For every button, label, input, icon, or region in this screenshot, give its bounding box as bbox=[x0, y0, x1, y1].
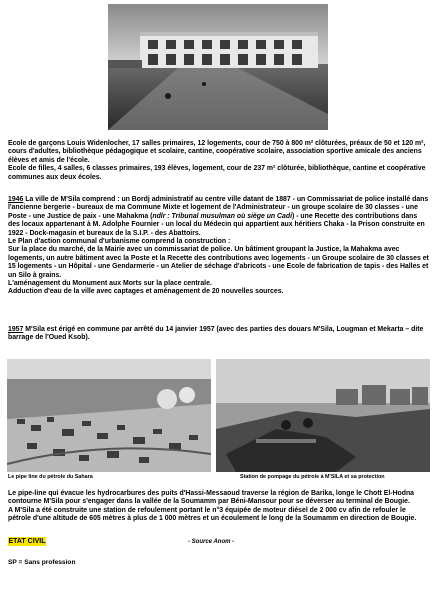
pipeline-paragraph bbox=[8, 490, 430, 524]
caption-pipeline: Le pipe line du pétrole du Sahara bbox=[8, 474, 93, 480]
year-1946: 1946 bbox=[8, 196, 24, 203]
paragraph-1946 bbox=[8, 196, 430, 297]
school-building-photo bbox=[108, 4, 328, 130]
plan-title: Le Plan d'action communal d'urbanisme comprend la construction : bbox=[8, 238, 231, 246]
paragraph-1957 bbox=[8, 326, 430, 343]
paragraph-1946-body bbox=[8, 196, 430, 238]
plan-water: Adduction d'eau de la ville avec captages et aménagement de 20 nouvelles sources. bbox=[8, 288, 284, 296]
text-1957: M'Sila est érigé en commune par arrêté du 14 janvier 1957 (avec des parties des douars M'Sila, Lougman et Mekarta – dite barrage de l'Oued Ksob). bbox=[8, 326, 424, 342]
ndlr-note: ndlr : Tribunal musulman où siège un Cadi bbox=[152, 212, 292, 220]
year-1957: 1957 bbox=[8, 326, 24, 333]
school-paragraph bbox=[8, 140, 430, 182]
paragraph-1957-body bbox=[8, 326, 430, 343]
caption-pumping-station: Station de pompage du pétrole à M'SILA et sa protection bbox=[240, 474, 385, 480]
pumping-station-text: A M'Sila a été construite une station de refoulement portant le n°3 équipée de moteur diésel de 2 000 cv afin de refouler le pétrole d'une altitude de 605 mètres à plus de 1 000 mètres et un écoulement le long de la Soumamm en direction de Bougie. bbox=[8, 506, 417, 523]
source-anom: - Source Anom - bbox=[188, 539, 235, 545]
plan-monument: L'aménagement du Monument aux Morts sur la place centrale. bbox=[8, 280, 212, 288]
sp-legend: SP = Sans profession bbox=[8, 559, 76, 566]
pumping-station-photo bbox=[216, 359, 430, 472]
pipeline-route-text: Le pipe-line qui évacue les hydrocarbures des puits d'Hassi-Messaoud traverse la région de Barika, longe le Chott El-Hodna contourne M'Sila pour s'engager dans la vallée de la Soumamm par Béni-Mansour pour se déverser au terminal de Bougie. bbox=[8, 490, 414, 506]
text-1946-a: La ville de M'Sila comprend : un Bordj administratif au centre ville datant de 1887 - un Commissariat de police installé dans l'ancienne bergerie - bureaux de ma Commune Mixte et logement de l'Administrateur - un groupe scolaire de 30 classes - une Poste - une Justice de paix - une Mahakma ( bbox=[8, 196, 429, 220]
school-girls-text: Ecole de filles, 4 salles, 6 classes primaires, 193 élèves, logement, cour de 237 m² clôturée, bibliothèque, cantine et coopérative communes aux deux écoles. bbox=[8, 165, 426, 181]
etat-civil-badge: ETAT CIVIL bbox=[8, 538, 46, 545]
plan-text: Sur la place du marché, de la Mairie avec un commissariat de police. Un bâtiment groupant la Justice, la Mahakma avec logements, un autre bâtiment avec la Poste et la Recette des contributions avec logements - un Groupe scolaire de 30 classes et 15 logements - un Hôpital - une Gendarmerie - un Atelier de séchage d'abricots - une Ecole de fabrication de tapis - des Halles et un Silo à grains. bbox=[8, 246, 429, 279]
school-boys-text: Ecole de garçons Louis Widenlocher, 17 salles primaires, 12 logements, cour de 750 à 800 m² clôturées, préaux de 50 et 120 m², cours d'adultes, bibliothèque pédagogique et scolaire, cantine, coopérative scolaire, association sportive amicale des anciens élèves et amis de l'école. bbox=[8, 140, 426, 164]
pipeline-aerial-photo bbox=[7, 359, 211, 472]
text-1946-b: ) - une Recette des contributions dans des locaux appartenant à M. Adolphe Fournier - un local du Médecin qui appartient aux héritiers Chaka - la Prison construite en 1922 - Dock-magasin et bureaux de la S.I.P. - des Abattoirs. bbox=[8, 212, 425, 237]
